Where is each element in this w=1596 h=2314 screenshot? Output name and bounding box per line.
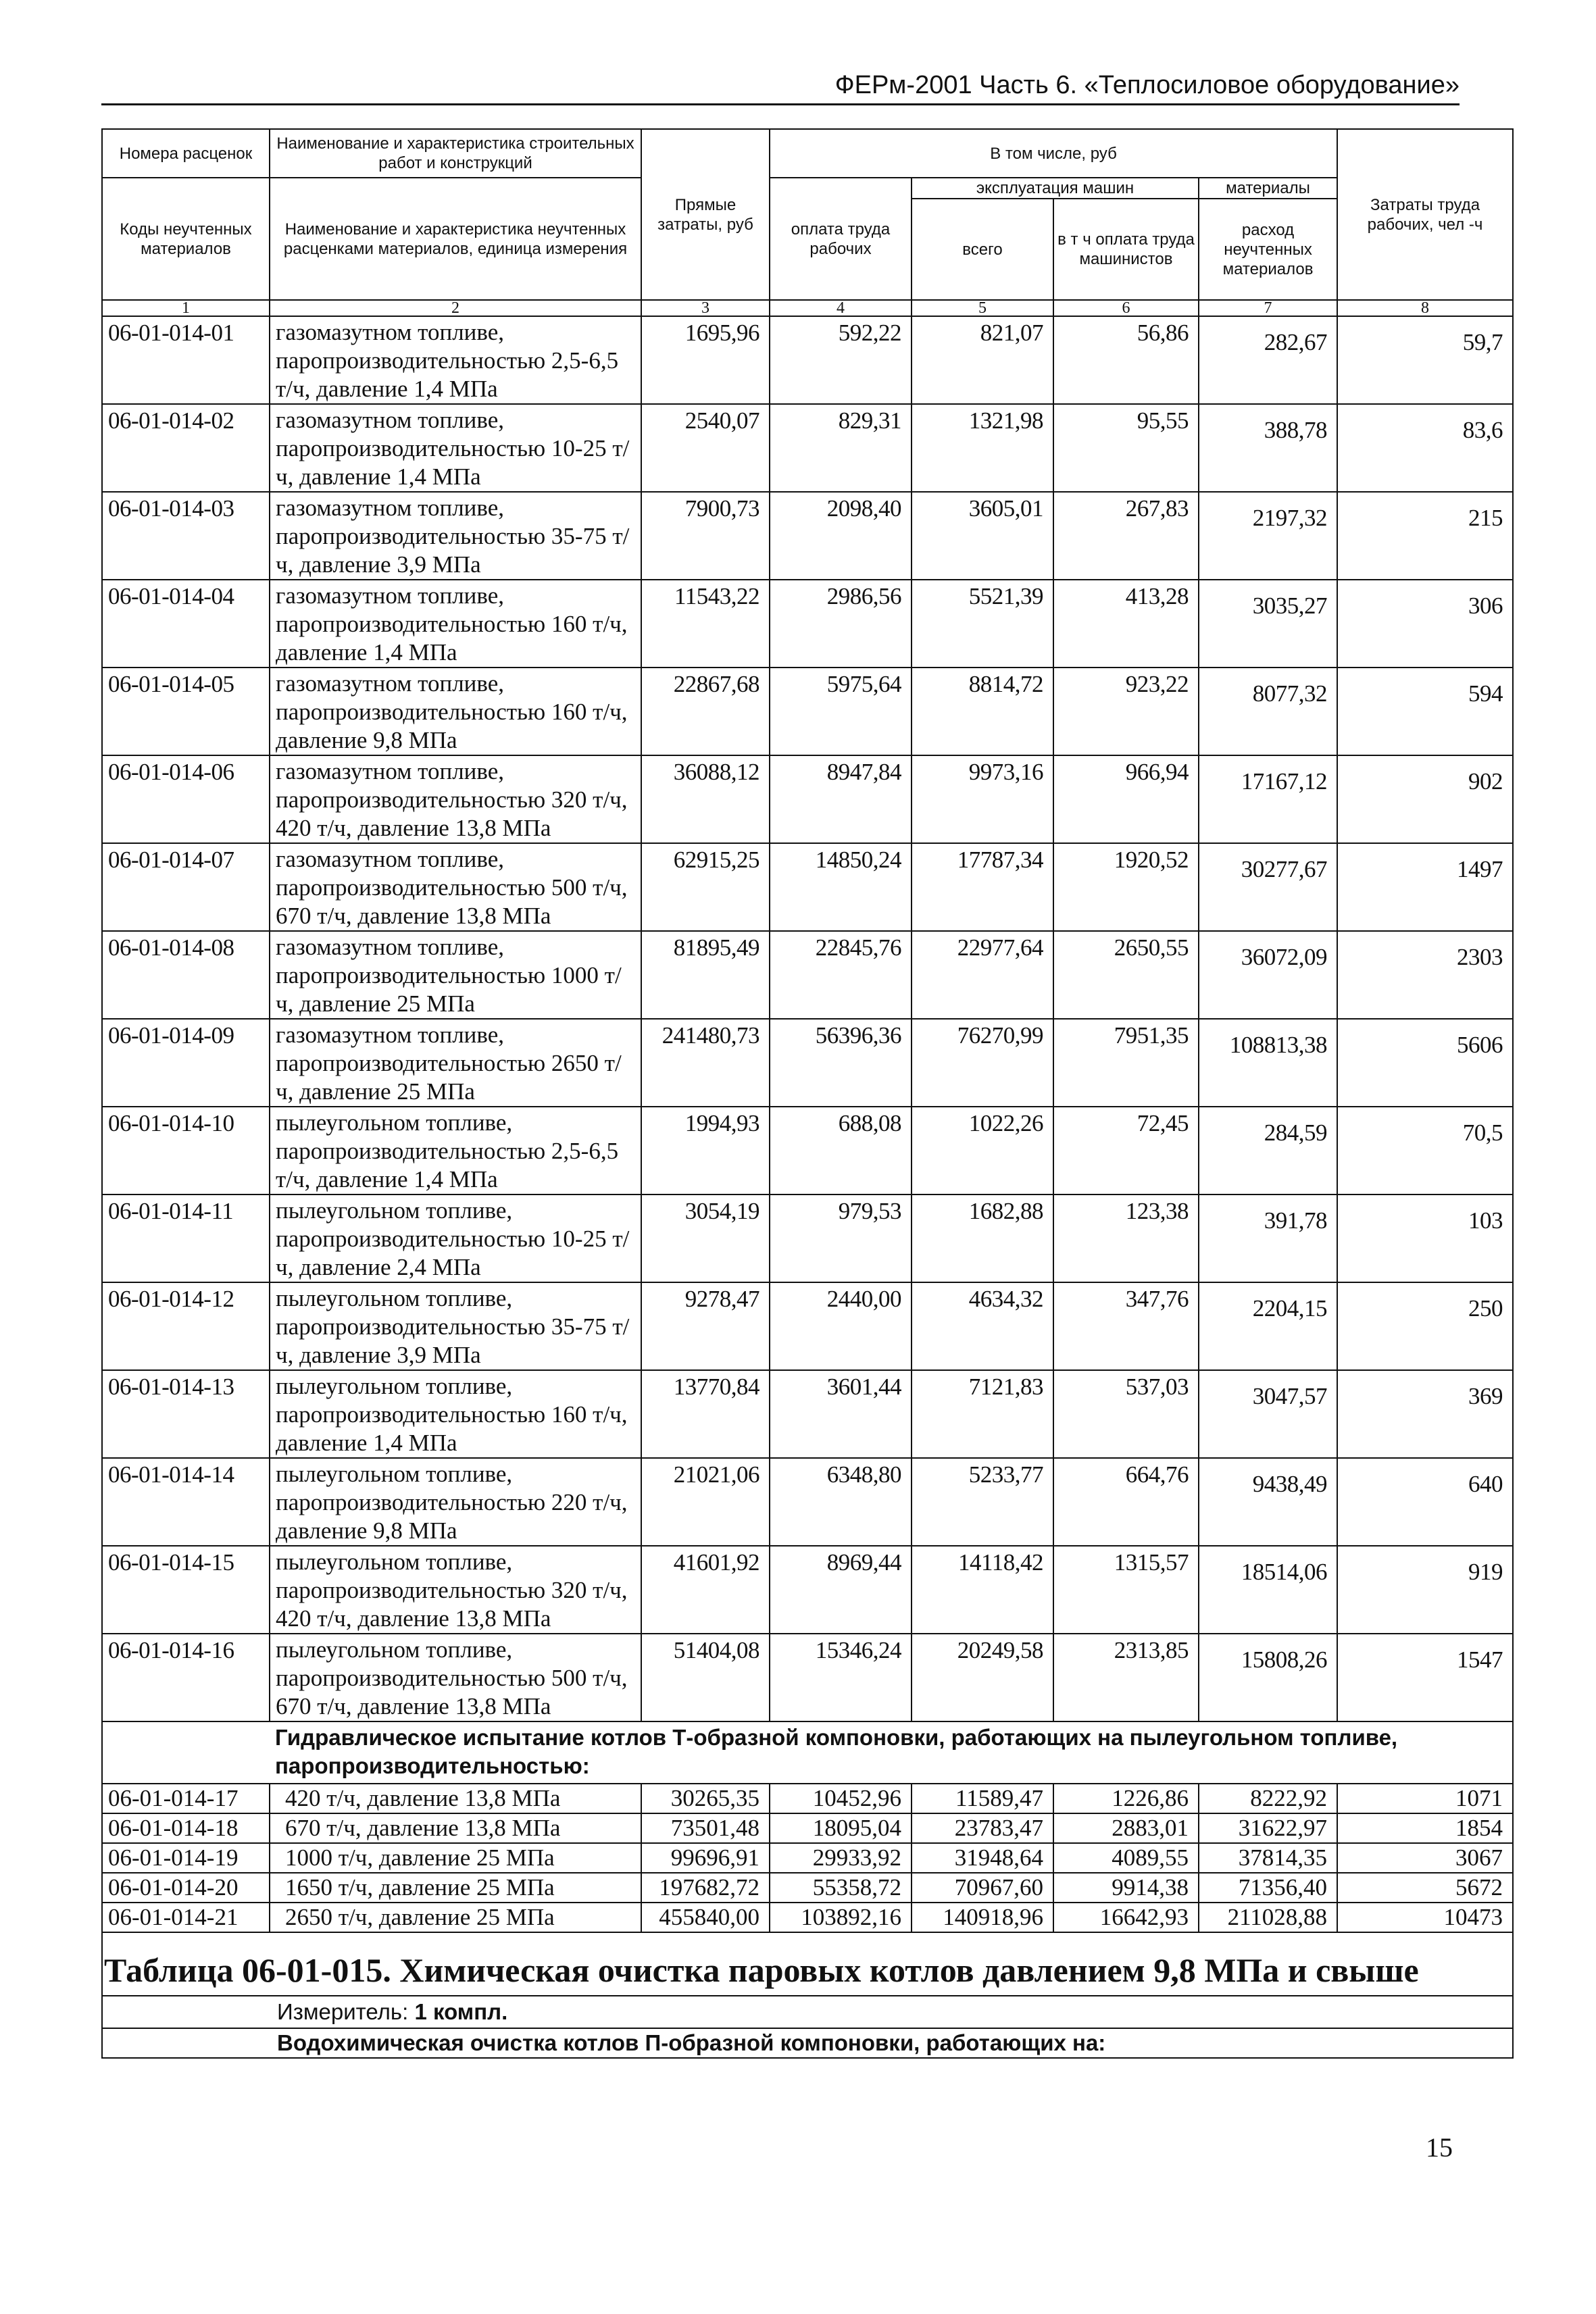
table2-section-heading: Водохимическая очистка котлов П-образной компоновки, работающих на:	[102, 2028, 1513, 2058]
labor-hours-cell: 83,6	[1337, 404, 1513, 492]
machine-total-cell: 1022,26	[912, 1107, 1053, 1194]
header-name-top: Наименование и характеристика строительных работ и конструкций	[270, 129, 641, 178]
materials-cell: 211028,88	[1199, 1903, 1337, 1932]
materials-cell: 3047,57	[1199, 1370, 1337, 1458]
machine-total-cell: 8814,72	[912, 668, 1053, 755]
header-machinist-pay: в т ч оплата труда машинистов	[1053, 199, 1199, 300]
machinist-pay-cell: 267,83	[1053, 492, 1199, 580]
machinist-pay-cell: 413,28	[1053, 580, 1199, 668]
materials-cell: 108813,38	[1199, 1019, 1337, 1107]
rate-name-cell: газомазутном топливе, паропроизводительностью 35-75 т/ч, давление 3,9 МПа	[270, 492, 641, 580]
column-number: 7	[1199, 300, 1337, 316]
direct-costs-cell: 41601,92	[641, 1546, 770, 1634]
table-row	[102, 404, 1513, 492]
rate-name-cell: 670 т/ч, давление 13,8 МПа	[270, 1813, 641, 1843]
labor-hours-cell: 1547	[1337, 1634, 1513, 1721]
direct-costs-cell: 1994,93	[641, 1107, 770, 1194]
materials-cell: 2197,32	[1199, 492, 1337, 580]
rate-name-cell: газомазутном топливе, паропроизводительностью 500 т/ч, 670 т/ч, давление 13,8 МПа	[270, 843, 641, 931]
table2-measure	[102, 1996, 1513, 2028]
machinist-pay-cell: 2883,01	[1053, 1813, 1199, 1843]
table-row	[102, 1843, 1513, 1873]
column-number: 3	[641, 300, 770, 316]
direct-costs-cell: 241480,73	[641, 1019, 770, 1107]
materials-cell: 31622,97	[1199, 1813, 1337, 1843]
labor-hours-cell: 10473	[1337, 1903, 1513, 1932]
table-row	[102, 316, 1513, 404]
rate-name-cell: газомазутном топливе, паропроизводительностью 10-25 т/ч, давление 1,4 МПа	[270, 404, 641, 492]
machinist-pay-cell: 56,86	[1053, 316, 1199, 404]
direct-costs-cell: 1695,96	[641, 316, 770, 404]
rate-code-cell: 06-01-014-12	[102, 1282, 270, 1370]
machine-total-cell: 821,07	[912, 316, 1053, 404]
rate-code-cell: 06-01-014-13	[102, 1370, 270, 1458]
machine-total-cell: 7121,83	[912, 1370, 1053, 1458]
section-row	[102, 1721, 1513, 1784]
labor-hours-cell: 1854	[1337, 1813, 1513, 1843]
direct-costs-cell: 3054,19	[641, 1194, 770, 1282]
materials-cell: 8222,92	[1199, 1784, 1337, 1813]
rate-code-cell: 06-01-014-16	[102, 1634, 270, 1721]
materials-cell: 15808,26	[1199, 1634, 1337, 1721]
header-name-bottom: Наименование и характеристика неучтенных расценками материалов, единица измерения	[270, 178, 641, 300]
machinist-pay-cell: 1226,86	[1053, 1784, 1199, 1813]
labor-hours-cell: 640	[1337, 1458, 1513, 1546]
direct-costs-cell: 2540,07	[641, 404, 770, 492]
machine-total-cell: 20249,58	[912, 1634, 1053, 1721]
direct-costs-cell: 197682,72	[641, 1873, 770, 1903]
column-number: 1	[102, 300, 270, 316]
machine-total-cell: 5233,77	[912, 1458, 1053, 1546]
labor-pay-cell: 56396,36	[770, 1019, 912, 1107]
direct-costs-cell: 51404,08	[641, 1634, 770, 1721]
labor-hours-cell: 5606	[1337, 1019, 1513, 1107]
table-row	[102, 755, 1513, 843]
labor-hours-cell: 1071	[1337, 1784, 1513, 1813]
direct-costs-cell: 36088,12	[641, 755, 770, 843]
direct-costs-cell: 7900,73	[641, 492, 770, 580]
header-materials: материалы	[1199, 178, 1337, 199]
machine-total-cell: 9973,16	[912, 755, 1053, 843]
rate-code-cell: 06-01-014-20	[102, 1873, 270, 1903]
rate-name-cell: пылеугольном топливе, паропроизводительностью 160 т/ч, давление 1,4 МПа	[270, 1370, 641, 1458]
rates-table	[101, 128, 1514, 2059]
materials-cell: 17167,12	[1199, 755, 1337, 843]
labor-hours-cell: 250	[1337, 1282, 1513, 1370]
rate-name-cell: газомазутном топливе, паропроизводительностью 160 т/ч, давление 9,8 МПа	[270, 668, 641, 755]
header-direct-costs: Прямые затраты, руб	[641, 129, 770, 300]
machine-total-cell: 3605,01	[912, 492, 1053, 580]
direct-costs-cell: 11543,22	[641, 580, 770, 668]
rate-name-cell: пылеугольном топливе, паропроизводительностью 35-75 т/ч, давление 3,9 МПа	[270, 1282, 641, 1370]
direct-costs-cell: 30265,35	[641, 1784, 770, 1813]
labor-hours-cell: 369	[1337, 1370, 1513, 1458]
machinist-pay-cell: 923,22	[1053, 668, 1199, 755]
table-row	[102, 931, 1513, 1019]
table-row	[102, 1282, 1513, 1370]
rate-code-cell: 06-01-014-08	[102, 931, 270, 1019]
table-row	[102, 1194, 1513, 1282]
table-row	[102, 843, 1513, 931]
rate-code-cell: 06-01-014-11	[102, 1194, 270, 1282]
machinist-pay-cell: 2313,85	[1053, 1634, 1199, 1721]
rate-name-cell: пылеугольном топливе, паропроизводительностью 10-25 т/ч, давление 2,4 МПа	[270, 1194, 641, 1282]
rate-code-cell: 06-01-014-18	[102, 1813, 270, 1843]
machine-total-cell: 140918,96	[912, 1903, 1053, 1932]
rate-code-cell: 06-01-014-15	[102, 1546, 270, 1634]
labor-pay-cell: 6348,80	[770, 1458, 912, 1546]
rate-code-cell: 06-01-014-10	[102, 1107, 270, 1194]
rate-name-cell: 1000 т/ч, давление 25 МПа	[270, 1843, 641, 1873]
rate-name-cell: газомазутном топливе, паропроизводительностью 320 т/ч, 420 т/ч, давление 13,8 МПа	[270, 755, 641, 843]
labor-pay-cell: 15346,24	[770, 1634, 912, 1721]
machinist-pay-cell: 537,03	[1053, 1370, 1199, 1458]
column-number: 4	[770, 300, 912, 316]
table-row	[102, 1634, 1513, 1721]
rate-code-cell: 06-01-014-09	[102, 1019, 270, 1107]
table-row	[102, 1873, 1513, 1903]
rate-name-cell: 420 т/ч, давление 13,8 МПа	[270, 1784, 641, 1813]
labor-hours-cell: 3067	[1337, 1843, 1513, 1873]
machinist-pay-cell: 7951,35	[1053, 1019, 1199, 1107]
machine-total-cell: 70967,60	[912, 1873, 1053, 1903]
table-row	[102, 1370, 1513, 1458]
labor-pay-cell: 8947,84	[770, 755, 912, 843]
header-materials-use: расход неучтенных материалов	[1199, 199, 1337, 300]
labor-hours-cell: 594	[1337, 668, 1513, 755]
rate-name-cell: 1650 т/ч, давление 25 МПа	[270, 1873, 641, 1903]
labor-hours-cell: 70,5	[1337, 1107, 1513, 1194]
table2-title: Таблица 06-01-015. Химическая очистка паровых котлов давлением 9,8 МПа и свыше	[102, 1932, 1513, 1996]
labor-hours-cell: 103	[1337, 1194, 1513, 1282]
measure-value: 1 компл.	[414, 1999, 508, 2024]
materials-cell: 30277,67	[1199, 843, 1337, 931]
labor-hours-cell: 215	[1337, 492, 1513, 580]
section-heading-hydraulic: Гидравлическое испытание котлов Т-образной компоновки, работающих на пылеугольном топливе, паропроизводительностью:	[102, 1721, 1513, 1784]
rate-code-cell: 06-01-014-17	[102, 1784, 270, 1813]
header-code-top: Номера расценок	[102, 129, 270, 178]
rate-code-cell: 06-01-014-02	[102, 404, 270, 492]
machinist-pay-cell: 1920,52	[1053, 843, 1199, 931]
labor-pay-cell: 3601,44	[770, 1370, 912, 1458]
materials-cell: 282,67	[1199, 316, 1337, 404]
table-row	[102, 1784, 1513, 1813]
labor-pay-cell: 10452,96	[770, 1784, 912, 1813]
table-row	[102, 580, 1513, 668]
machine-total-cell: 17787,34	[912, 843, 1053, 931]
rate-name-cell: пылеугольном топливе, паропроизводительностью 2,5-6,5 т/ч, давление 1,4 МПа	[270, 1107, 641, 1194]
machinist-pay-cell: 1315,57	[1053, 1546, 1199, 1634]
materials-cell: 71356,40	[1199, 1873, 1337, 1903]
labor-hours-cell: 5672	[1337, 1873, 1513, 1903]
table-row	[102, 668, 1513, 755]
materials-cell: 3035,27	[1199, 580, 1337, 668]
direct-costs-cell: 81895,49	[641, 931, 770, 1019]
materials-cell: 9438,49	[1199, 1458, 1337, 1546]
column-number: 6	[1053, 300, 1199, 316]
labor-pay-cell: 14850,24	[770, 843, 912, 931]
rate-name-cell: газомазутном топливе, паропроизводительностью 160 т/ч, давление 1,4 МПа	[270, 580, 641, 668]
rate-code-cell: 06-01-014-03	[102, 492, 270, 580]
column-number: 5	[912, 300, 1053, 316]
machine-total-cell: 22977,64	[912, 931, 1053, 1019]
machinist-pay-cell: 123,38	[1053, 1194, 1199, 1282]
header-labor-hours: Затраты труда рабочих, чел -ч	[1337, 129, 1513, 300]
table2-title-row	[102, 1932, 1513, 1996]
table-row	[102, 1019, 1513, 1107]
machinist-pay-cell: 72,45	[1053, 1107, 1199, 1194]
machinist-pay-cell: 347,76	[1053, 1282, 1199, 1370]
rate-name-cell: газомазутном топливе, паропроизводительностью 2650 т/ч, давление 25 МПа	[270, 1019, 641, 1107]
labor-pay-cell: 103892,16	[770, 1903, 912, 1932]
rate-code-cell: 06-01-014-01	[102, 316, 270, 404]
header-machine-operation: эксплуатация машин	[912, 178, 1199, 199]
direct-costs-cell: 455840,00	[641, 1903, 770, 1932]
rate-code-cell: 06-01-014-14	[102, 1458, 270, 1546]
machinist-pay-cell: 4089,55	[1053, 1843, 1199, 1873]
rate-code-cell: 06-01-014-05	[102, 668, 270, 755]
labor-pay-cell: 592,22	[770, 316, 912, 404]
materials-cell: 36072,09	[1199, 931, 1337, 1019]
materials-cell: 37814,35	[1199, 1843, 1337, 1873]
labor-pay-cell: 29933,92	[770, 1843, 912, 1873]
machine-total-cell: 1682,88	[912, 1194, 1053, 1282]
machine-total-cell: 11589,47	[912, 1784, 1053, 1813]
machinist-pay-cell: 2650,55	[1053, 931, 1199, 1019]
rate-code-cell: 06-01-014-21	[102, 1903, 270, 1932]
rate-code-cell: 06-01-014-04	[102, 580, 270, 668]
labor-hours-cell: 2303	[1337, 931, 1513, 1019]
rate-code-cell: 06-01-014-07	[102, 843, 270, 931]
direct-costs-cell: 62915,25	[641, 843, 770, 931]
machinist-pay-cell: 664,76	[1053, 1458, 1199, 1546]
table-row	[102, 1107, 1513, 1194]
labor-pay-cell: 2986,56	[770, 580, 912, 668]
labor-pay-cell: 8969,44	[770, 1546, 912, 1634]
rate-code-cell: 06-01-014-06	[102, 755, 270, 843]
materials-cell: 388,78	[1199, 404, 1337, 492]
labor-pay-cell: 5975,64	[770, 668, 912, 755]
rate-name-cell: пылеугольном топливе, паропроизводительностью 500 т/ч, 670 т/ч, давление 13,8 МПа	[270, 1634, 641, 1721]
rate-name-cell: газомазутном топливе, паропроизводительностью 1000 т/ч, давление 25 МПа	[270, 931, 641, 1019]
column-number: 8	[1337, 300, 1513, 316]
rate-name-cell: пылеугольном топливе, паропроизводительностью 320 т/ч, 420 т/ч, давление 13,8 МПа	[270, 1546, 641, 1634]
machinist-pay-cell: 966,94	[1053, 755, 1199, 843]
labor-hours-cell: 1497	[1337, 843, 1513, 931]
machine-total-cell: 4634,32	[912, 1282, 1053, 1370]
labor-pay-cell: 979,53	[770, 1194, 912, 1282]
machine-total-cell: 23783,47	[912, 1813, 1053, 1843]
labor-hours-cell: 306	[1337, 580, 1513, 668]
direct-costs-cell: 73501,48	[641, 1813, 770, 1843]
labor-pay-cell: 22845,76	[770, 931, 912, 1019]
labor-pay-cell: 829,31	[770, 404, 912, 492]
direct-costs-cell: 9278,47	[641, 1282, 770, 1370]
labor-hours-cell: 59,7	[1337, 316, 1513, 404]
labor-pay-cell: 55358,72	[770, 1873, 912, 1903]
materials-cell: 284,59	[1199, 1107, 1337, 1194]
header-code-bottom: Коды неучтенных материалов	[102, 178, 270, 300]
direct-costs-cell: 13770,84	[641, 1370, 770, 1458]
header-labor-pay: оплата труда рабочих	[770, 178, 912, 300]
labor-pay-cell: 18095,04	[770, 1813, 912, 1843]
machine-total-cell: 1321,98	[912, 404, 1053, 492]
column-number: 2	[270, 300, 641, 316]
labor-hours-cell: 919	[1337, 1546, 1513, 1634]
rate-code-cell: 06-01-014-19	[102, 1843, 270, 1873]
machinist-pay-cell: 16642,93	[1053, 1903, 1199, 1932]
header-machine-total: всего	[912, 199, 1053, 300]
header-including: В том числе, руб	[770, 129, 1337, 178]
rate-name-cell: 2650 т/ч, давление 25 МПа	[270, 1903, 641, 1932]
machinist-pay-cell: 95,55	[1053, 404, 1199, 492]
machine-total-cell: 5521,39	[912, 580, 1053, 668]
machinist-pay-cell: 9914,38	[1053, 1873, 1199, 1903]
table-row	[102, 1546, 1513, 1634]
machine-total-cell: 31948,64	[912, 1843, 1053, 1873]
materials-cell: 391,78	[1199, 1194, 1337, 1282]
table-row	[102, 1458, 1513, 1546]
materials-cell: 18514,06	[1199, 1546, 1337, 1634]
page-header	[101, 71, 1460, 105]
labor-pay-cell: 2440,00	[770, 1282, 912, 1370]
table2-measure-row	[102, 1996, 1513, 2028]
measure-label: Измеритель:	[277, 1999, 415, 2024]
labor-pay-cell: 2098,40	[770, 492, 912, 580]
table2-section-row	[102, 2028, 1513, 2058]
labor-hours-cell: 902	[1337, 755, 1513, 843]
direct-costs-cell: 21021,06	[641, 1458, 770, 1546]
table-row	[102, 1813, 1513, 1843]
direct-costs-cell: 99696,91	[641, 1843, 770, 1873]
rate-name-cell: газомазутном топливе, паропроизводительностью 2,5-6,5 т/ч, давление 1,4 МПа	[270, 316, 641, 404]
materials-cell: 2204,15	[1199, 1282, 1337, 1370]
page-number: 15	[1426, 2132, 1453, 2163]
column-numbers-row	[102, 300, 1513, 316]
document-title: ФЕРм-2001 Часть 6. «Теплосиловое оборудование»	[834, 71, 1460, 99]
machine-total-cell: 76270,99	[912, 1019, 1053, 1107]
machine-total-cell: 14118,42	[912, 1546, 1053, 1634]
direct-costs-cell: 22867,68	[641, 668, 770, 755]
materials-cell: 8077,32	[1199, 668, 1337, 755]
table-row	[102, 1903, 1513, 1932]
labor-pay-cell: 688,08	[770, 1107, 912, 1194]
table-row	[102, 492, 1513, 580]
rate-name-cell: пылеугольном топливе, паропроизводительностью 220 т/ч, давление 9,8 МПа	[270, 1458, 641, 1546]
